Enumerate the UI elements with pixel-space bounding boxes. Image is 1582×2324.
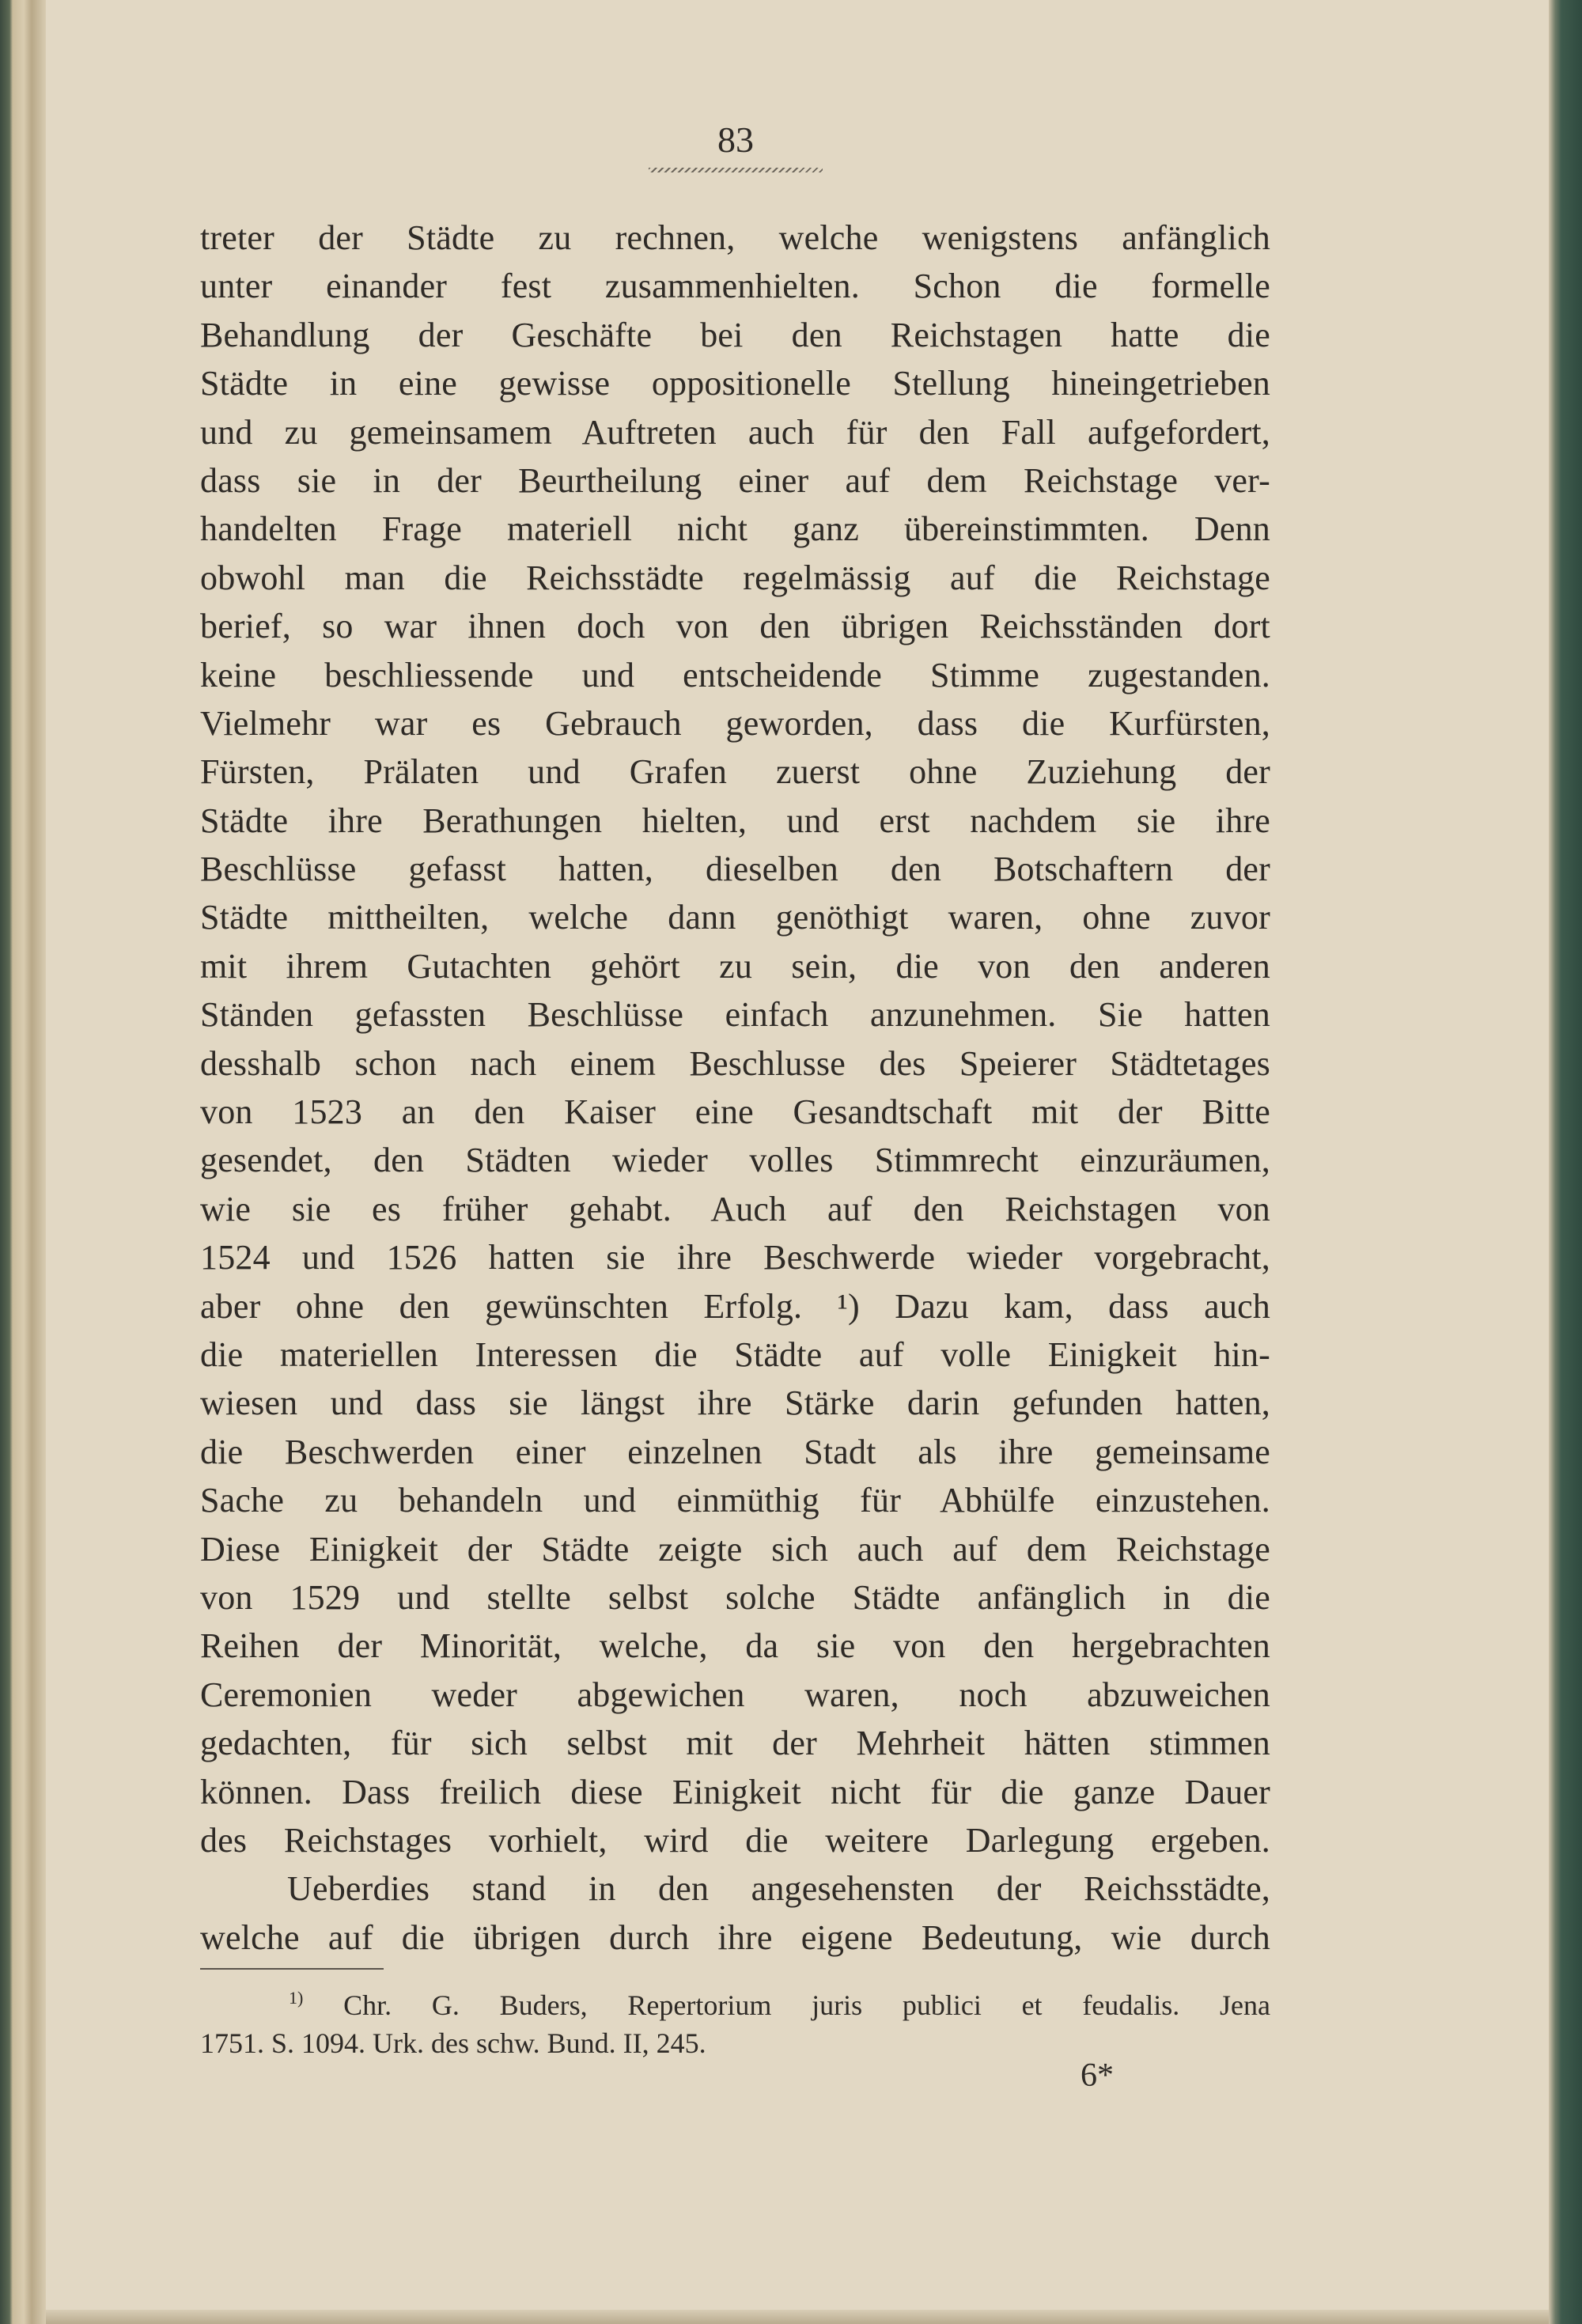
page-bottom-edge [46,2310,1549,2324]
text-line: wiesen und dass sie längst ihre Stärke darin gefunden hatten, [200,1383,1270,1423]
text-line: keine beschliessende und entscheidende Stimme zugestanden. [200,655,1270,695]
text-line: Sache zu behandeln und einmüthig für Abhülfe einzustehen. [200,1481,1270,1520]
text-line: von 1523 an den Kaiser eine Gesandtschaft mit der Bitte [200,1092,1270,1132]
text-line: von 1529 und stellte selbst solche Städte anfänglich in die [200,1577,1270,1617]
text-line: Beschlüsse gefasst hatten, dieselben den Botschaftern der [200,850,1270,889]
book-binding-edge [0,0,46,2324]
text-line: treter der Städte zu rechnen, welche wenigstens anfänglich [200,218,1270,257]
text-line: mit ihrem Gutachten gehört zu sein, die von den anderen [200,946,1270,986]
text-line: des Reichstages vorhielt, wird die weitere Darlegung ergeben. [200,1820,1270,1860]
text-line: gedachten, für sich selbst mit der Mehrheit hätten stimmen [200,1724,1270,1763]
text-line: Städte mittheilten, welche dann genöthigt waren, ohne zuvor [200,898,1270,937]
text-line: desshalb schon nach einem Beschlusse des Speierer Städtetages [200,1043,1270,1083]
signature-mark: 6* [1081,2057,1114,2094]
text-line: und zu gemeinsamem Auftreten auch für den Fall aufgefordert, [200,412,1270,452]
text-line: Diese Einigkeit der Städte zeigte sich auch auf dem Reichstage [200,1529,1270,1569]
text-line: die Beschwerden einer einzelnen Stadt als ihre gemeinsame [200,1432,1270,1471]
text-line: Städte ihre Berathungen hielten, und erst nachdem sie ihre [200,801,1270,840]
page-number-ornament [649,168,823,172]
footnote-marker: 1) [289,1988,304,2008]
text-line: können. Dass freilich diese Einigkeit nicht für die ganze Dauer [200,1772,1270,1811]
text-line: aber ohne den gewünschten Erfolg. ¹) Dazu kam, dass auch [200,1286,1270,1326]
page-number: 83 [717,119,754,160]
footnote-line: 1751. S. 1094. Urk. des schw. Bund. II, 245. [200,2027,706,2059]
footnotes [200,1979,1270,2062]
text-line: Städte in eine gewisse oppositionelle Stellung hineingetrieben [200,364,1270,403]
text-line: Ceremonien weder abgewichen waren, noch abzuweichen [200,1675,1270,1714]
text-line: 1524 und 1526 hatten sie ihre Beschwerde wieder vorgebracht, [200,1238,1270,1277]
text-line: Fürsten, Prälaten und Grafen zuerst ohne Zuziehung der [200,752,1270,792]
text-line: wie sie es früher gehabt. Auch auf den Reichstagen von [200,1189,1270,1228]
text-line: Behandlung der Geschäfte bei den Reichstagen hatte die [200,315,1270,354]
text-line: berief, so war ihnen doch von den übrigen Reichsständen dort [200,607,1270,646]
text-line: obwohl man die Reichsstädte regelmässig auf die Reichstage [200,558,1270,597]
text-line: unter einander fest zusammenhielten. Schon die formelle [200,267,1270,306]
text-line: Ständen gefassten Beschlüsse einfach anzunehmen. Sie hatten [200,995,1270,1035]
footnote-divider [200,1968,384,1970]
text-line: welche auf die übrigen durch ihre eigene Bedeutung, wie durch [200,1917,1270,1957]
text-line: die materiellen Interessen die Städte auf volle Einigkeit hin- [200,1334,1270,1374]
text-line: Vielmehr war es Gebrauch geworden, dass die Kurfürsten, [200,703,1270,743]
footnote-text: Chr. G. Buders, Repertorium juris publici et feudalis. Jena [343,1989,1271,2021]
text-line: handelten Frage materiell nicht ganz übereinstimmten. Denn [200,509,1270,549]
body-text [200,214,1270,1962]
text-line: Ueberdies stand in den angesehensten der Reichsstädte, [287,1869,1270,1909]
text-line: dass sie in der Beurtheilung einer auf dem Reichstage ver- [200,460,1270,500]
text-line: gesendet, den Städten wieder volles Stimmrecht einzuräumen, [200,1141,1270,1180]
book-cover-edge [1549,0,1582,2324]
footnote-line [200,1979,1270,2024]
text-line: Reihen der Minorität, welche, da sie von den hergebrachten [200,1626,1270,1666]
